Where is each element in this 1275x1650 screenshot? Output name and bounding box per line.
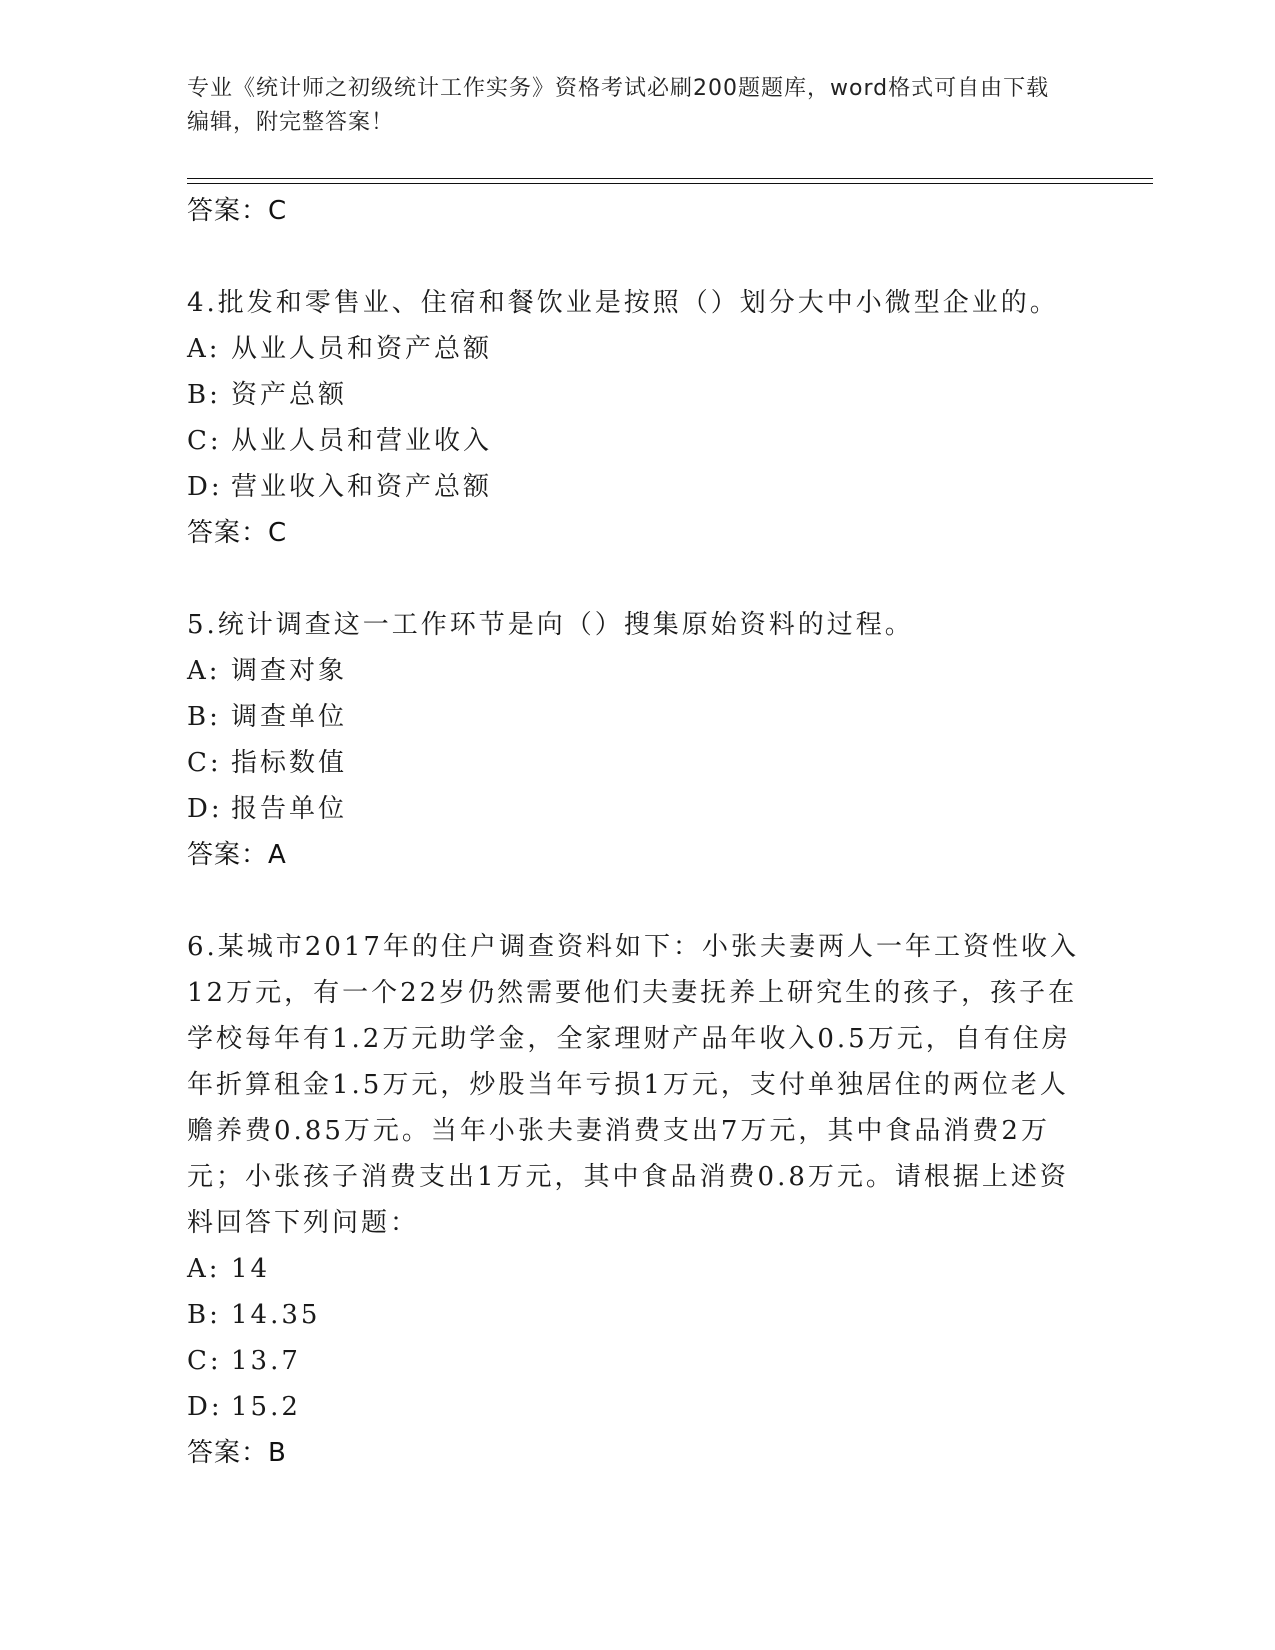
option-letter: C: — [187, 748, 222, 778]
option-text: 营业收入和资产总额 — [231, 472, 493, 502]
option-letter: C: — [187, 1346, 222, 1376]
document-header: 专业《统计师之初级统计工作实务》资格考试必刷200题题库，word格式可自由下载编辑，附完整答案！ — [187, 76, 1050, 135]
question-stem: 6.某城市2017年的住户调查资料如下：小张夫妻两人一年工资性收入12万元，有一个22岁仍然需要他们夫妻抚养上研究生的孩子，孩子在学校每年有1.2万元助学金，全家理财产品年收入0.5万元，自有住房年折算租金1.5万元，炒股当年亏损1万元，支付单独居住的两位老人赡养费0.85万元。当年小张夫妻消费支出7万元，其中食品消费2万元；小张孩子消费支出1万元，其中食品消费0.8万元。请根据上述资料回答下列问题： — [187, 932, 1079, 1238]
question-5 — [187, 602, 1087, 878]
option-text: 调查单位 — [231, 702, 348, 732]
option-letter: B: — [187, 380, 221, 410]
option-b — [187, 372, 1087, 418]
option-letter: D: — [187, 1392, 223, 1422]
header-divider-bottom — [187, 183, 1153, 184]
option-letter: A: — [187, 656, 221, 686]
option-d — [187, 786, 1087, 832]
answer-line: 答案：A — [187, 840, 287, 870]
option-text: 调查对象 — [231, 656, 348, 686]
option-letter: A: — [187, 1254, 221, 1284]
option-b — [187, 1292, 1087, 1338]
option-a — [187, 1246, 1087, 1292]
option-letter: C: — [187, 426, 222, 456]
option-b — [187, 694, 1087, 740]
option-c — [187, 740, 1087, 786]
option-c — [187, 1338, 1087, 1384]
answer-line: 答案：C — [187, 518, 288, 548]
option-a — [187, 326, 1087, 372]
option-text: 从业人员和营业收入 — [231, 426, 493, 456]
answer-line: 答案：B — [187, 1438, 287, 1468]
option-text: 14.35 — [231, 1300, 321, 1330]
option-a — [187, 648, 1087, 694]
question-list — [187, 188, 1087, 1476]
option-text: 13.7 — [231, 1346, 301, 1376]
option-text: 报告单位 — [231, 794, 348, 824]
option-letter: D: — [187, 472, 223, 502]
option-letter: A: — [187, 334, 221, 364]
previous-answer: 答案：C — [187, 196, 288, 226]
header-divider-top — [187, 178, 1153, 179]
option-text: 指标数值 — [231, 748, 348, 778]
option-letter: D: — [187, 794, 223, 824]
question-6 — [187, 924, 1087, 1476]
option-text: 15.2 — [231, 1392, 301, 1422]
question-stem: 4.批发和零售业、住宿和餐饮业是按照（）划分大中小微型企业的。 — [187, 288, 1059, 318]
option-d — [187, 1384, 1087, 1430]
option-letter: B: — [187, 702, 221, 732]
option-text: 14 — [231, 1254, 271, 1284]
option-letter: B: — [187, 1300, 221, 1330]
option-d — [187, 464, 1087, 510]
option-text: 从业人员和资产总额 — [231, 334, 493, 364]
question-stem: 5.统计调查这一工作环节是向（）搜集原始资料的过程。 — [187, 610, 914, 640]
option-c — [187, 418, 1087, 464]
option-text: 资产总额 — [231, 380, 348, 410]
question-4 — [187, 280, 1087, 556]
